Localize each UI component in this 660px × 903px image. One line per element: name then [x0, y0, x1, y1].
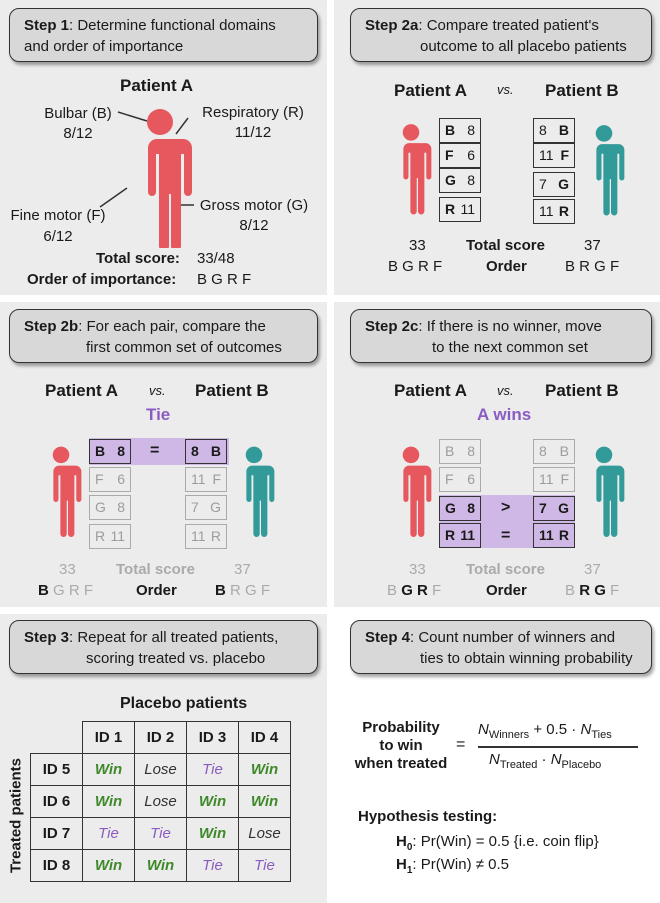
- s2b-b-cell-g: 7 G: [185, 495, 227, 520]
- s2a-score-a: 33: [409, 237, 426, 254]
- row-header: ID 5: [31, 754, 83, 786]
- s2a-order-b: B R G F: [565, 258, 620, 275]
- s2c-b-cell-r: 11 R: [533, 523, 575, 548]
- s4-prob-line1: Probability: [362, 719, 440, 736]
- p1-total-value: 33/48: [197, 250, 235, 267]
- step3-label: Step 3: [24, 629, 70, 646]
- person-icon-a-2c: [390, 443, 432, 538]
- table-corner: [31, 722, 83, 754]
- s2a-b-cell-b: 8 B: [533, 118, 575, 143]
- step2b-text2: first common set of outcomes: [86, 339, 282, 356]
- s2b-a-cell-g: G 8: [89, 495, 131, 520]
- s4-fraction-bar: [478, 746, 638, 748]
- s2c-result-a-wins: A wins: [477, 405, 532, 424]
- table-cell: Win: [187, 786, 239, 818]
- p1-total-label: Total score:: [96, 250, 180, 267]
- s2b-a-cell-f: F 6: [89, 467, 131, 492]
- s2b-a-cell-r: R 11: [89, 524, 131, 549]
- person-icon-a-2b: [40, 443, 82, 538]
- table-cell: Lose: [135, 754, 187, 786]
- s4-h0: $H_0$: Pr(Win) = 0.5 {i.e. coin flip}: [396, 833, 599, 853]
- table-cell: Lose: [239, 818, 291, 850]
- s2a-patient-a: Patient A: [394, 81, 468, 100]
- s2b-total-label: Total score: [116, 561, 195, 578]
- s2b-b-cell-r: 11 R: [185, 524, 227, 549]
- table-cell: Tie: [239, 850, 291, 882]
- s2c-patient-b: Patient B: [545, 381, 619, 400]
- s2b-eq-symbol: =: [150, 442, 160, 459]
- step2b-label: Step 2b: [24, 318, 79, 335]
- table-cell: Tie: [187, 850, 239, 882]
- step4-text1: : Count number of winners and: [410, 629, 616, 646]
- s2a-a-cell-f: F 6: [439, 143, 481, 168]
- s4-equals: =: [456, 736, 466, 753]
- step4-text2: ties to obtain winning probability: [420, 650, 633, 667]
- s2a-b-cell-g: 7 G: [533, 172, 575, 197]
- table-row: [31, 850, 291, 882]
- p1-resp-label: Respiratory (R): [202, 104, 304, 121]
- s2c-vs: vs.: [497, 383, 514, 398]
- col-header: ID 1: [83, 722, 135, 754]
- step2a-box: [350, 8, 652, 62]
- person-icon-a-2a: [390, 120, 432, 216]
- s2a-score-b: 37: [584, 237, 601, 254]
- s2b-b-cell-f: 11 F: [185, 467, 227, 492]
- p1-order-value: B G R F: [197, 271, 252, 288]
- p1-bulbar-score: 8/12: [63, 125, 93, 142]
- s2c-a-cell-b: B 8: [439, 439, 481, 464]
- s2c-total-label: Total score: [466, 561, 545, 578]
- step4-label: Step 4: [365, 629, 411, 646]
- step2a-text1: : Compare treated patient's: [418, 17, 599, 34]
- s2b-order-label: Order: [136, 582, 177, 599]
- p1-fine-score: 6/12: [43, 228, 73, 245]
- s2b-score-a: 33: [59, 561, 76, 578]
- person-icon-b-2c: [583, 443, 625, 538]
- s2b-b-cell-b: 8 B: [185, 439, 227, 464]
- table-cell: Win: [239, 786, 291, 818]
- step3-box: [9, 620, 318, 674]
- s2b-a-cell-b: B 8: [89, 439, 131, 464]
- row-header: ID 6: [31, 786, 83, 818]
- s2a-vs: vs.: [497, 82, 514, 97]
- s2a-b-cell-f: 11 F: [533, 143, 575, 168]
- table-cell: Win: [239, 754, 291, 786]
- s2c-gt-symbol: >: [501, 499, 511, 516]
- table-cell: Win: [83, 786, 135, 818]
- s2c-b-cell-b: 8 B: [533, 439, 575, 464]
- p1-gross-label: Gross motor (G): [199, 197, 309, 214]
- s2c-b-cell-f: 11 F: [533, 467, 575, 492]
- step2c-text1: : If there is no winner, move: [418, 318, 602, 335]
- p1-gross-score: 8/12: [239, 217, 269, 234]
- s2b-patient-b: Patient B: [195, 381, 269, 400]
- step2b-box: [9, 309, 318, 363]
- step1-text2: and order of importance: [24, 38, 184, 55]
- s2c-eq-symbol: =: [501, 527, 511, 544]
- s2c-a-cell-g: G 8: [439, 496, 481, 521]
- s2a-a-cell-g: G 8: [439, 168, 481, 193]
- step1-label: Step 1: [24, 17, 70, 34]
- s2b-score-b: 37: [234, 561, 251, 578]
- table-row: [31, 786, 291, 818]
- col-header: ID 2: [135, 722, 187, 754]
- s3-placebo-title: Placebo patients: [120, 695, 248, 712]
- col-header: ID 4: [239, 722, 291, 754]
- s3-results-table: [30, 721, 291, 882]
- step2a-label: Step 2a: [365, 17, 419, 34]
- p1-bulbar-label: Bulbar (B): [44, 105, 112, 122]
- s4-numerator: $N_{Winners} + 0.5 \cdot N_{Ties}$: [478, 721, 612, 741]
- step4-box: [350, 620, 652, 674]
- s2a-order-label: Order: [486, 258, 527, 275]
- s2c-a-cell-f: F 6: [439, 467, 481, 492]
- table-cell: Win: [135, 850, 187, 882]
- step2c-label: Step 2c: [365, 318, 419, 335]
- s4-h1: $H_1$: Pr(Win) ≠ 0.5: [396, 856, 509, 876]
- s2c-order-label: Order: [486, 582, 527, 599]
- table-cell: Tie: [187, 754, 239, 786]
- table-cell: Lose: [135, 786, 187, 818]
- s2a-b-cell-r: 11 R: [533, 199, 575, 224]
- table-row: [31, 754, 291, 786]
- table-cell: Win: [83, 754, 135, 786]
- step2c-text2: to the next common set: [432, 339, 588, 356]
- s2c-patient-a: Patient A: [394, 381, 468, 400]
- s4-prob-line2: to win: [379, 737, 423, 754]
- s2a-patient-b: Patient B: [545, 81, 619, 100]
- s2c-score-b: 37: [584, 561, 601, 578]
- table-row: [31, 818, 291, 850]
- step1-text1: : Determine functional domains: [69, 17, 276, 34]
- table-cell: Win: [83, 850, 135, 882]
- s2c-order-a: B G R F: [387, 582, 442, 599]
- p1-resp-score: 11/12: [234, 124, 272, 141]
- step2b-text1: : For each pair, compare the: [78, 318, 266, 335]
- s2a-total-label: Total score: [466, 237, 545, 254]
- s2c-b-cell-g: 7 G: [533, 496, 575, 521]
- table-cell: Win: [187, 818, 239, 850]
- s4-prob-line3: when treated: [354, 755, 448, 772]
- s2b-order-a: B G R F: [38, 582, 94, 599]
- step3-text2: scoring treated vs. placebo: [86, 650, 266, 667]
- step2a-text2: outcome to all placebo patients: [420, 38, 627, 55]
- s4-hyp-title: Hypothesis testing:: [358, 808, 498, 825]
- s2a-a-cell-b: B 8: [439, 118, 481, 143]
- col-header: ID 3: [187, 722, 239, 754]
- step3-text1: : Repeat for all treated patients,: [69, 629, 279, 646]
- table-cell: Tie: [135, 818, 187, 850]
- s2b-vs: vs.: [149, 383, 166, 398]
- s3-treated-axis-label: Treated patients: [7, 757, 25, 874]
- table-header-row: [31, 722, 291, 754]
- s2b-patient-a: Patient A: [45, 381, 119, 400]
- p1-patient-title: Patient A: [120, 76, 194, 95]
- s4-denominator: $N_{Treated} \cdot N_{Placebo}$: [489, 751, 602, 771]
- p1-order-label: Order of importance:: [27, 271, 177, 288]
- s2c-a-cell-r: R 11: [439, 523, 481, 548]
- row-header: ID 8: [31, 850, 83, 882]
- row-header: ID 7: [31, 818, 83, 850]
- person-icon-b-2b: [233, 443, 275, 538]
- step2c-box: [350, 309, 652, 363]
- s2b-order-b: B R G F: [215, 582, 271, 599]
- s2c-order-b: B R G F: [565, 582, 620, 599]
- s2a-a-cell-r: R 11: [439, 197, 481, 222]
- s2b-result-tie: Tie: [146, 405, 171, 424]
- p1-fine-label: Fine motor (F): [10, 207, 106, 224]
- person-icon-b-2a: [583, 122, 625, 216]
- table-cell: Tie: [83, 818, 135, 850]
- s2a-order-a: B G R F: [388, 258, 443, 275]
- s2c-score-a: 33: [409, 561, 426, 578]
- person-icon-a-large: [127, 108, 193, 248]
